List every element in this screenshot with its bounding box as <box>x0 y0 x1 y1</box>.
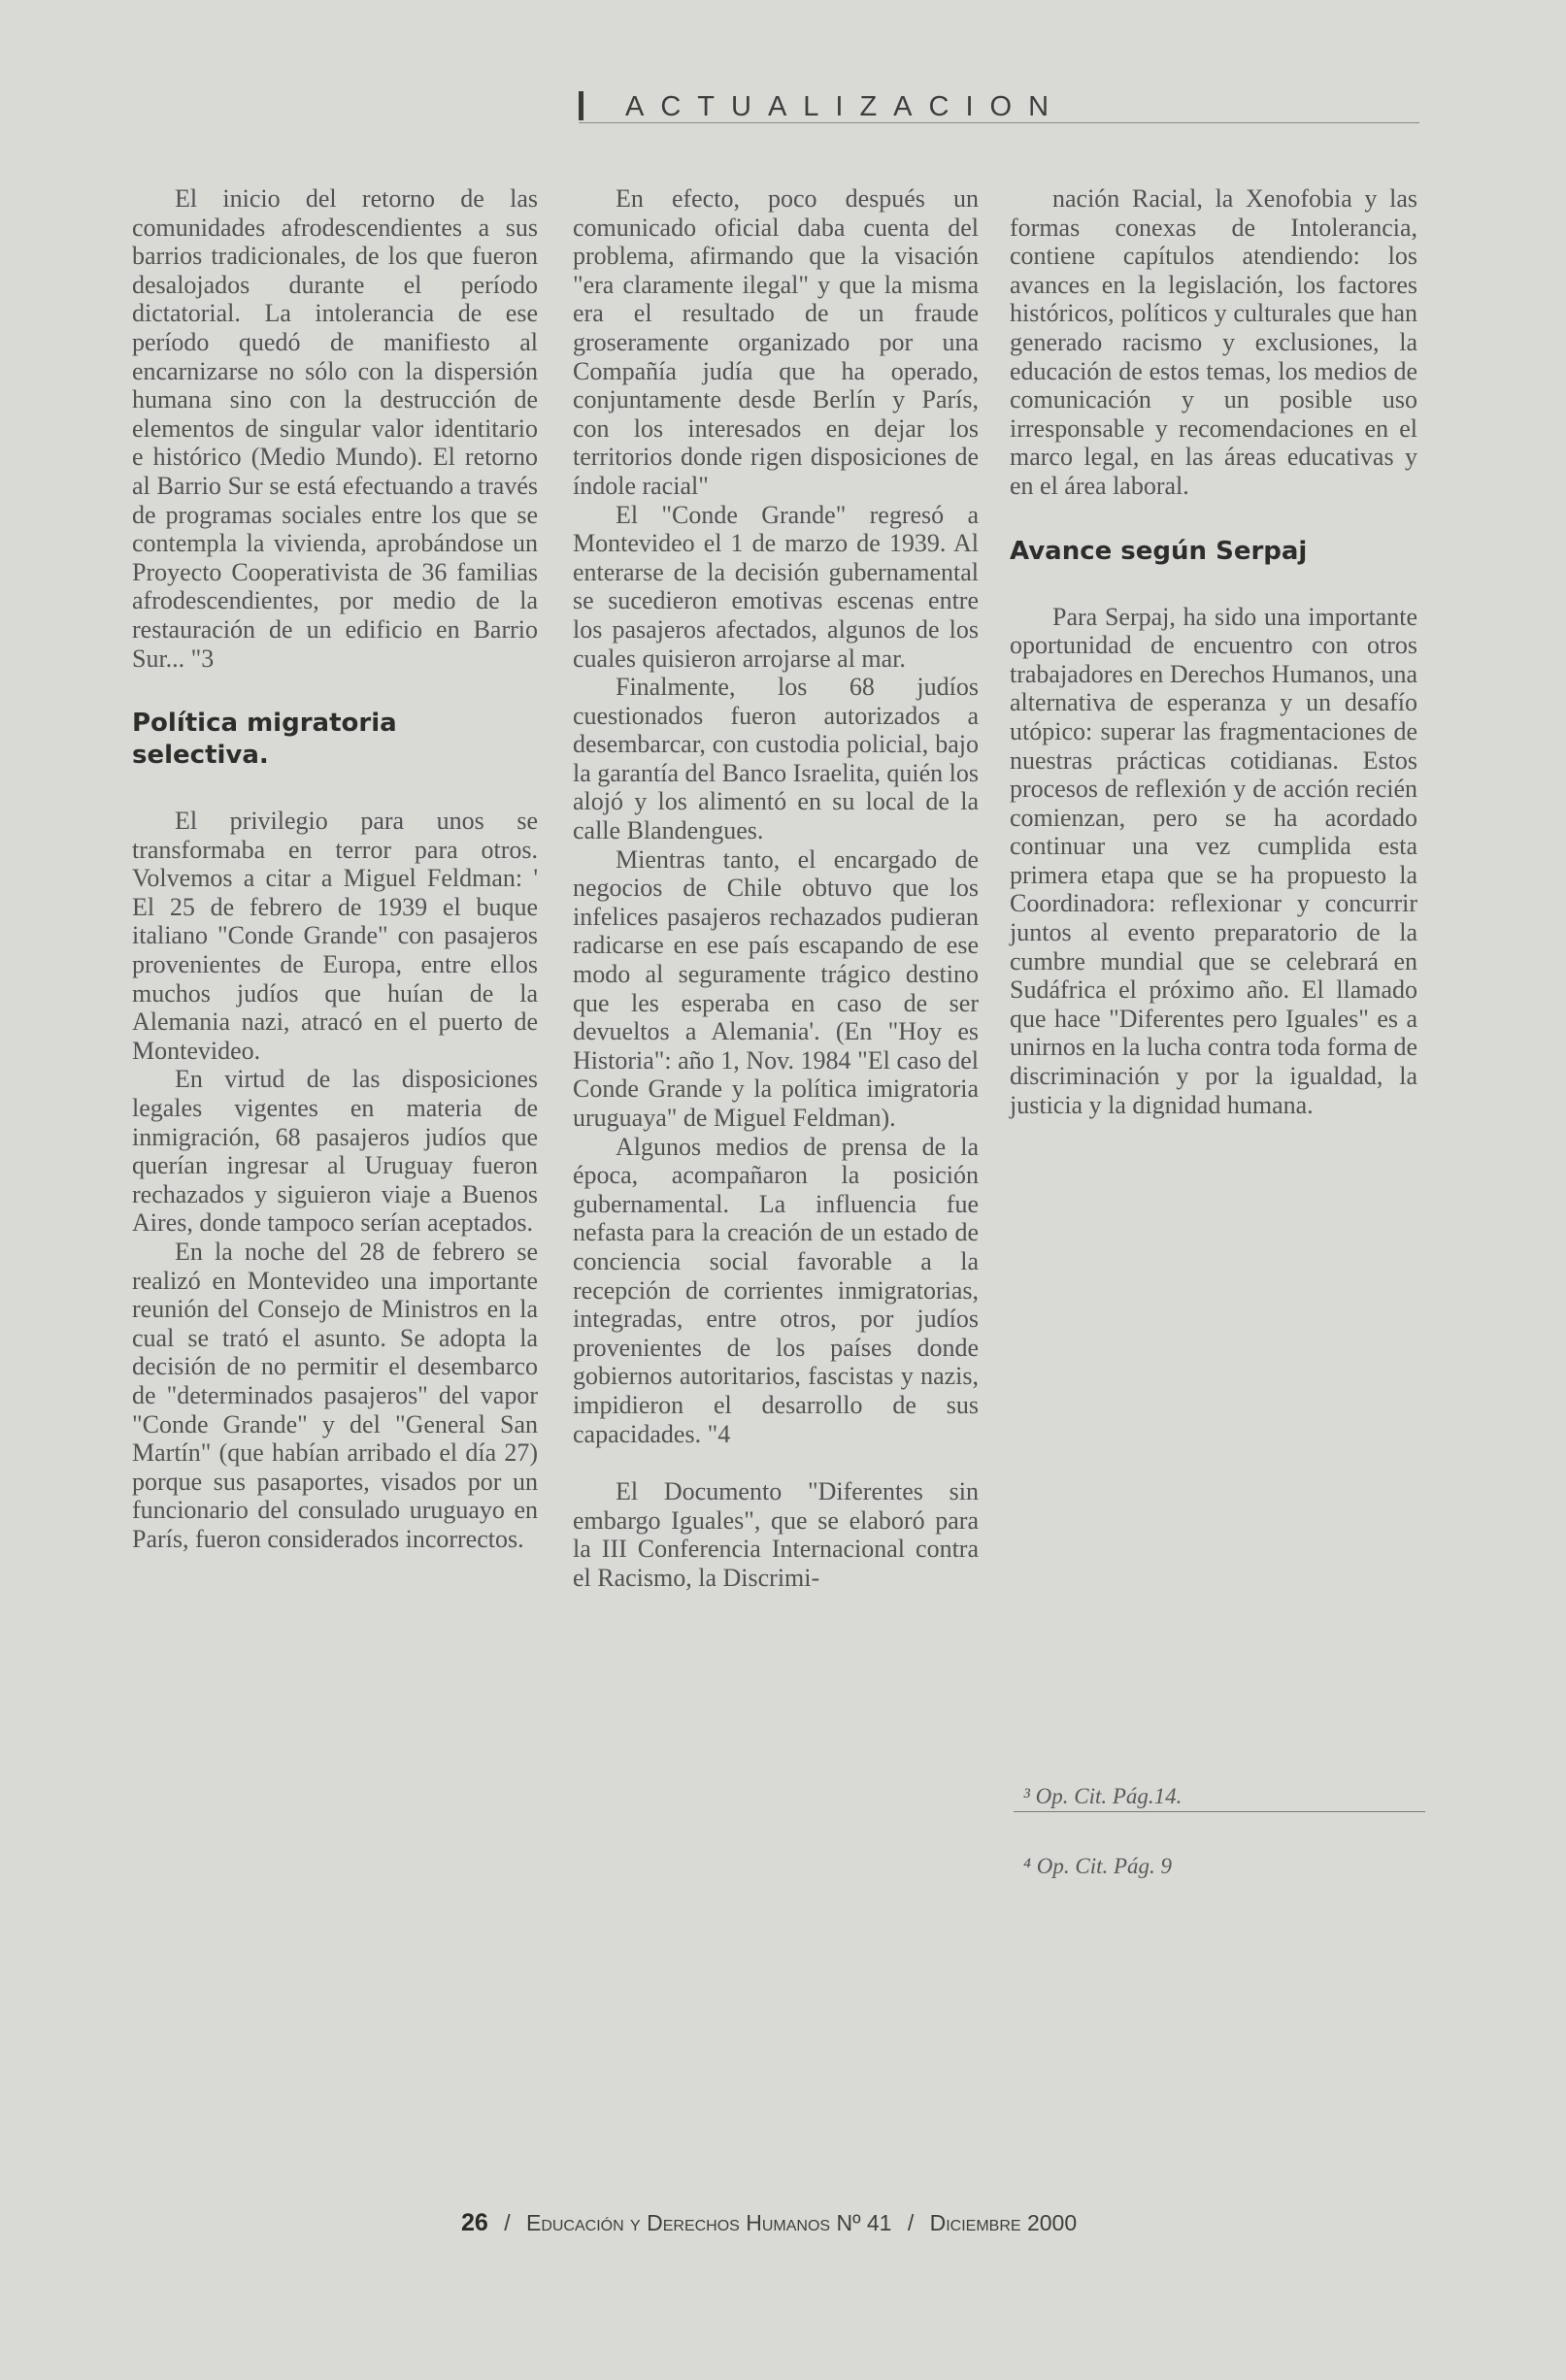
column-2 <box>573 184 979 1593</box>
paragraph: Algunos medios de prensa de la época, acompañaron la posición gubernamental. La influencia fue nefasta para la creación de un estado de conciencia social favorable a la recepción de corrientes inmigratorias, integradas, entre otros, por judíos provenientes de los países donde gobiernos autoritarios, fascistas y nazis, impidieron el desarrollo de sus capacidades. "4 <box>573 1132 979 1448</box>
paragraph: Finalmente, los 68 judíos cuestionados fueron autorizados a desembarcar, con custodia policial, bajo la garantía del Banco Israelita, quién los alojó y los alimentó en su local de la calle Blandengues. <box>573 673 980 845</box>
section-heading: Política migratoria selectiva. <box>132 709 397 771</box>
footnote-divider <box>1014 1811 1425 1812</box>
page-number: 26 <box>461 2209 488 2236</box>
paragraph: En efecto, poco después un comunicado oficial daba cuenta del problema, afirmando que la visación "era claramente ilegal" y que la misma era el resultado de un fraude groseramente organizado por una Compañía judía que ha operado, conjuntamente desde Berlín y París, con los interesados en dejar los territorios donde rigen disposiciones de índole racial" <box>573 184 979 500</box>
paragraph: Para Serpaj, ha sido una importante oportunidad de encuentro con otros trabajadores en Derechos Humanos, una alternativa de esperanza y un desafío utópico: superar las fragmentaciones de nuestras prácticas cotidianas. Estos procesos de reflexión y de acción recién comienzan, pero se ha acordado continuar una vez cumplida esta primera etapa que se ha propuesto la Coordinadora: reflexionar y concurrir juntos al evento preparatorio de la cumbre mundial que se celebrará en Sudáfrica el próximo año. El llamado que hace "Diferentes pero Iguales" es a unirnos en la lucha contra toda forma de discriminación y por la igualdad, la justicia y la dignidad humana. <box>1010 602 1417 1119</box>
paragraph: En virtud de las disposiciones legales vigentes en materia de inmigración, 68 pasajeros judíos que querían ingresar al Uruguay fueron rechazados y siguieron viaje a Buenos Aires, donde tampoco serían aceptados. <box>132 1065 538 1238</box>
paragraph: Mientras tanto, el encargado de negocios de Chile obtuvo que los infelices pasajeros rechazados pudieran radicarse en ese país escapando de ese modo al seguramente trágico destino que les esperaba en caso de ser devueltos a Alemania'. (En "Hoy es Historia": año 1, Nov. 1984 "El caso del Conde Grande y la política imigratoria uruguaya" de Miguel Feldman). <box>573 844 979 1132</box>
paragraph: En la noche del 28 de febrero se realizó en Montevideo una importante reunión del Consejo de Ministros en la cual se trató el asunto. Se adopta la decisión de no permitir el desembarco de "determinados pasajeros" del vapor "Conde Grande" y del "General San Martín" (que habían arribado el día 27) porque sus pasaportes, visados por un funcionario del consulado uruguayo en París, fueron considerados incorrectos. <box>132 1238 538 1553</box>
publication-date: Diciembre 2000 <box>929 2210 1078 2235</box>
paragraph: nación Racial, la Xenofobia y las formas conexas de Intolerancia, contiene capítulos atendiendo: los avances en la legislación, los factores históricos, políticos y culturales que han generado racismo y exclusiones, la educación de estos temas, los medios de comunicación y un posible uso irresponsable y recomendaciones en el marco legal, en las áreas educativas y en el área laboral. <box>1010 184 1417 500</box>
publication-name: Educación y Derechos Humanos Nº 41 <box>525 2210 892 2235</box>
column-3 <box>1010 184 1417 1119</box>
footnote: ⁴ Op. Cit. Pág. 9 <box>1023 1854 1173 1878</box>
section-header <box>579 83 1419 123</box>
footer-separator: / <box>907 2210 915 2235</box>
footnote: ³ Op. Cit. Pág.14. <box>1023 1784 1183 1808</box>
paragraph: El Documento "Diferentes sin embargo Iguales", que se elaboró para la III Conferencia Internacional contra el Racismo, la Discrimi- <box>573 1477 979 1592</box>
paragraph: El inicio del retorno de las comunidades afrodescendientes a sus barrios tradicionales, de los que fueron desalojados durante el período dictatorial. La intolerancia de ese período quedó de manifiesto al encarnizarse no sólo con la dispersión humana sino con la destrucción de elementos de singular valor identitario e histórico (Medio Mundo). El retorno al Barrio Sur se está efectuando a través de programas sociales entre los que se contempla la vivienda, aprobándose un Proyecto Cooperativista de 36 familias afrodescendientes, por medio de la restauración de un edificio en Barrio Sur... "3 <box>132 184 538 673</box>
page-footer <box>461 2209 1141 2237</box>
column-1 <box>132 184 538 1554</box>
paragraph: El "Conde Grande" regresó a Montevideo el 1 de marzo de 1939. Al enterarse de la decisión gubernamental se sucedieron emotivas escenas entre los pasajeros afectados, algunos de los cuales quisieron arrojarse al mar. <box>573 500 979 673</box>
footer-separator: / <box>504 2210 511 2235</box>
header-bar <box>579 91 583 120</box>
section-heading: Avance según Serpaj <box>1010 536 1308 566</box>
section-title: ACTUALIZACION <box>625 91 1066 122</box>
paragraph: El privilegio para unos se transformaba en terror para otros. Volvemos a citar a Miguel Feldman: ' El 25 de febrero de 1939 el buque italiano "Conde Grande" con pasajeros provenientes de Europa, entre ellos muchos judíos que huían de la Alemania nazi, atracó en el puerto de Montevideo. <box>132 807 538 1065</box>
